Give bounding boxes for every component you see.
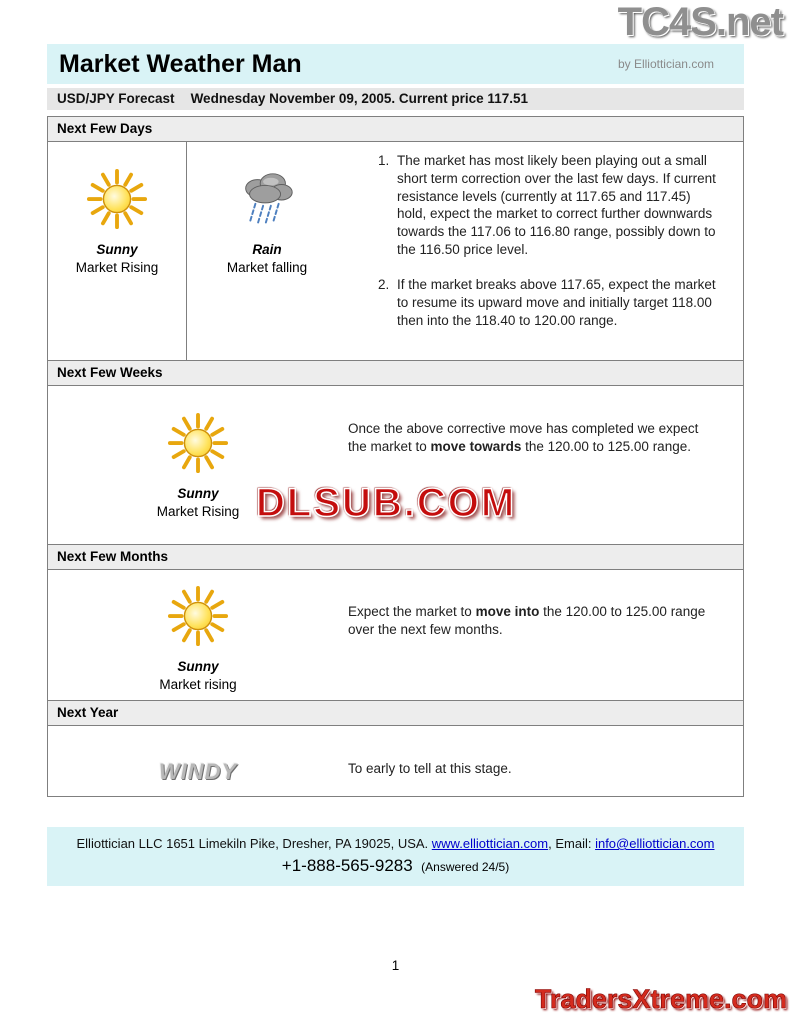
weather-label: Sunny [177,659,219,674]
tradersxtreme-watermark: TradersXtreme.com [534,984,787,1014]
next-few-months-row [48,570,743,700]
forecast-table [47,116,744,797]
page-title: Market Weather Man [59,49,302,78]
text-segment: Once the above corrective move has completed we expect the market to [348,421,699,455]
sunny-cell-days [48,142,187,360]
windy-cell-year [48,726,348,796]
section-header-next-few-months: Next Few Months [48,544,743,570]
phone-number: +1-888-565-9283 [281,856,413,875]
dlsub-watermark: DLSUB.COM [256,481,517,525]
section-header-next-few-weeks: Next Few Weeks [48,360,743,386]
footer-contact-band [47,827,744,886]
weather-sublabel: Market falling [226,260,308,275]
forecast-bar [47,88,744,110]
rain-cloud-icon [236,168,298,230]
website-link[interactable]: www.elliottician.com [431,836,549,851]
forecast-point-1: 1. The market has most likely been playing out a small short term correction over the last few days. If current resistance levels (currently at 117.65 and 117.45) hold, expect the market to correct further downwards towards the 117.06 to 116.80 range, possibly down to the 116.50 price level. [393,152,717,259]
tc4s-watermark: TC4S.net [617,0,783,44]
page-number: 1 [391,958,400,973]
weather-label: Rain [252,242,282,257]
months-forecast-text [348,570,743,700]
weather-sublabel: Market Rising [75,260,159,275]
text-segment-bold: move into [475,604,540,619]
text-segment: Expect the market to [348,604,476,619]
forecast-point-2: 2. If the market breaks above 117.65, expect the market to resume its upward move and initially target 118.00 then into the 118.40 to 120.00 range. [393,276,717,329]
footer-address-mid: , Email: [548,836,596,851]
section-header-next-year: Next Year [48,700,743,726]
report-content [47,44,744,886]
weather-sublabel: Market Rising [156,504,240,519]
year-forecast-text: To early to tell at this stage. [348,761,512,776]
rain-cell-days [187,142,347,360]
days-forecast-text [347,142,743,360]
forecast-date-price: Wednesday November 09, 2005. Current price 117.51 [190,91,528,106]
email-link[interactable]: info@elliottician.com [595,836,715,851]
next-few-days-row [48,142,743,360]
windy-logo: WINDY [158,759,238,784]
section-header-next-few-days: Next Few Days [48,117,743,142]
weather-sublabel: Market rising [159,677,237,692]
text-segment: the 120.00 to 125.00 range over the next few months. [348,604,706,638]
phone-availability-note: (Answered 24/5) [421,860,510,874]
weather-label: Sunny [96,242,138,257]
report-header [47,44,744,84]
footer-address-pre: Elliottician LLC 1651 Limekiln Pike, Dresher, PA 19025, USA. [76,836,432,851]
text-segment-bold: move towards [430,439,522,455]
sun-icon [86,168,148,230]
footer-phone-line [57,856,734,876]
forecast-pair-label: USD/JPY Forecast [57,91,175,106]
text-segment: the 120.00 to 125.00 range. [521,439,691,455]
weather-label: Sunny [177,486,219,501]
byline: by Elliottician.com [617,57,714,71]
sunny-cell-months [48,570,348,700]
footer-address-line [57,836,734,851]
sun-icon [167,585,229,647]
sun-icon [167,412,229,474]
next-year-row [48,726,743,796]
